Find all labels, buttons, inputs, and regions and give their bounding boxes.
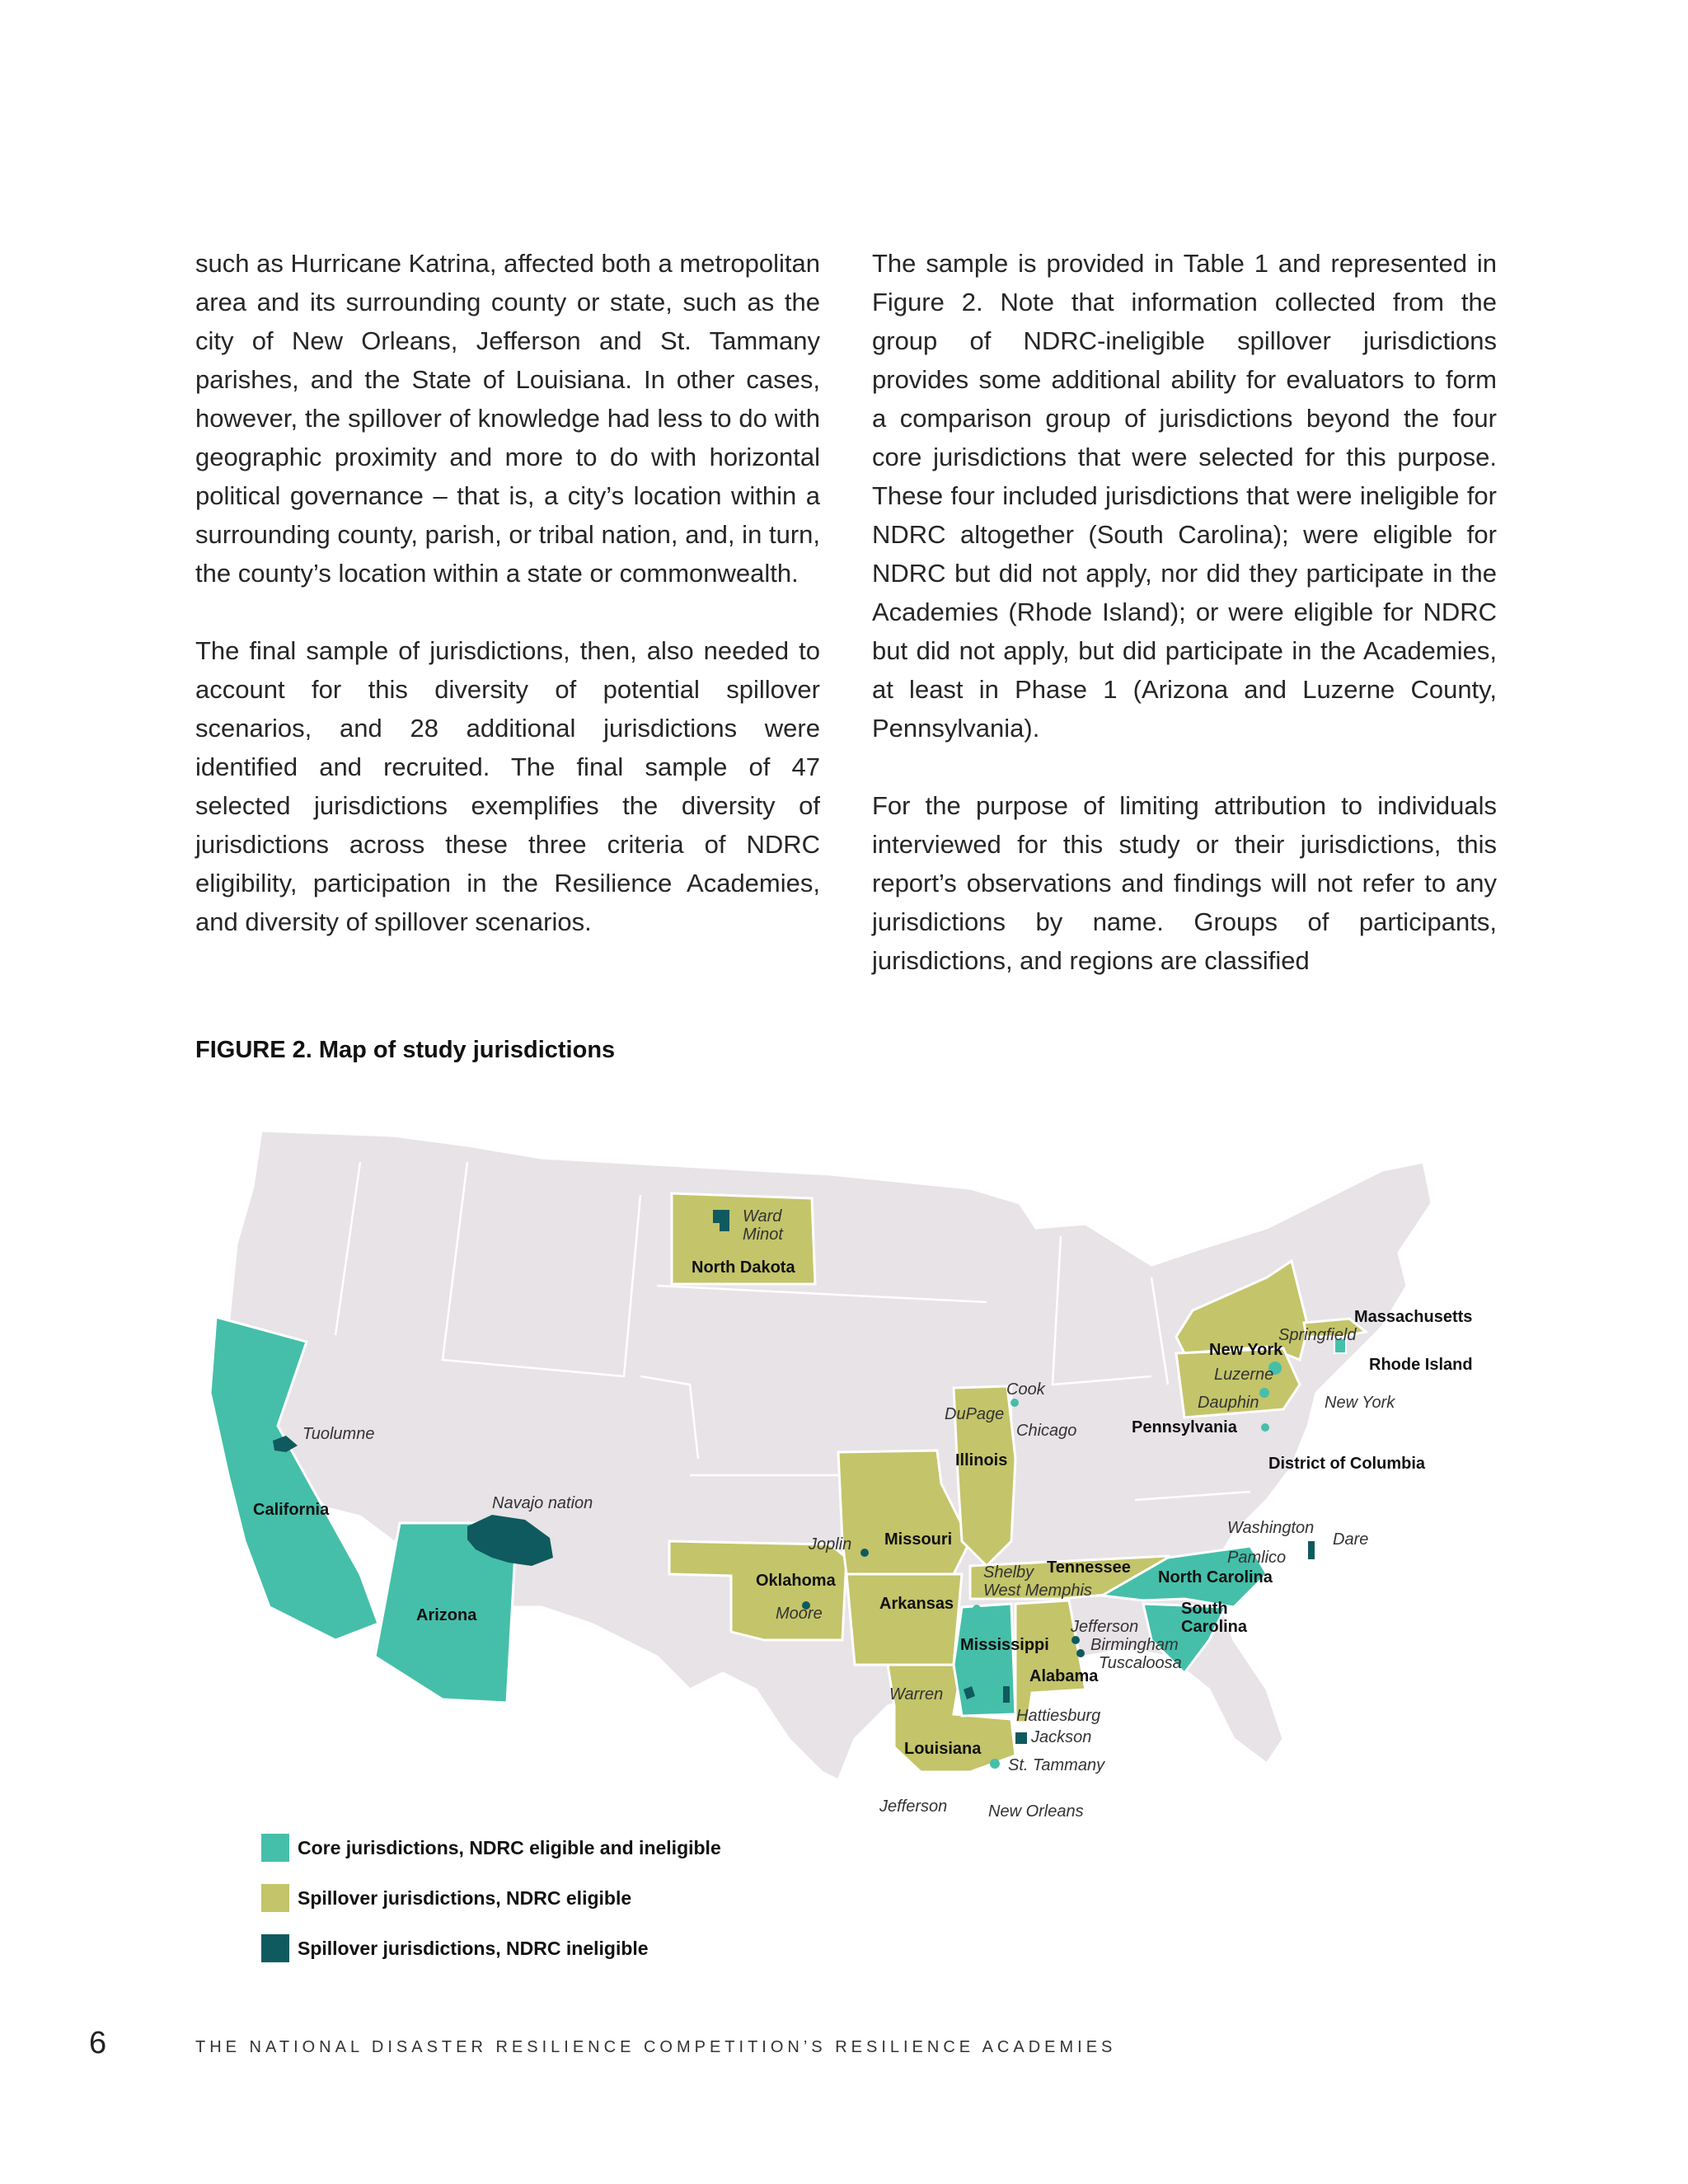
legend-item-core xyxy=(261,1834,721,1862)
legend-label: Core jurisdictions, NDRC eligible and ineligible xyxy=(298,1836,721,1858)
label-oklahoma: Oklahoma xyxy=(756,1572,836,1590)
footer-title: THE NATIONAL DISASTER RESILIENCE COMPETITION’S RESILIENCE ACADEMIES xyxy=(195,2038,1117,2056)
shelby-dot xyxy=(973,1605,981,1613)
paragraph: such as Hurricane Katrina, affected both a metropolitan area and its surrounding county or state, such as the city of New Orleans, Jefferson and St. Tammany parishes, and the State of Louisiana. In other cases, however, the spillover of knowledge had less to do with geographic proximity and more to do with horizontal political governance – that is, a city’s location within a surrounding county, parish, or tribal nation, and, in turn, the county’s location within a state or commonwealth. xyxy=(195,249,820,588)
paragraph: For the purpose of limiting attribution to individuals interviewed for this study or their jurisdictions, this report’s observations and findings will not refer to any jurisdictions by name. Groups of participants, jurisdictions, and regions are classified xyxy=(872,791,1497,975)
legend-swatch-spillover-eligible xyxy=(261,1884,289,1912)
label-pennsylvania: Pennsylvania xyxy=(1132,1418,1237,1436)
label-jackson: Jackson xyxy=(1031,1728,1092,1746)
label-arkansas: Arkansas xyxy=(879,1595,954,1613)
label-warren: Warren xyxy=(889,1685,944,1704)
us-outline xyxy=(228,1131,1432,1780)
label-dupage: DuPage xyxy=(945,1405,1005,1423)
page-number: 6 xyxy=(89,2026,107,2060)
label-missouri: Missouri xyxy=(884,1530,953,1549)
jackson-marker xyxy=(1015,1732,1027,1744)
label-new-york: New York xyxy=(1209,1341,1283,1359)
legend-swatch-spillover-ineligible xyxy=(261,1934,289,1962)
dc-dot xyxy=(1261,1423,1269,1432)
label-california: California xyxy=(253,1501,330,1519)
label-south-carolina-line1: South xyxy=(1181,1600,1228,1618)
label-joplin: Joplin xyxy=(809,1535,852,1554)
legend-item-spillover-ineligible xyxy=(261,1934,649,1962)
label-dauphin: Dauphin xyxy=(1198,1394,1259,1412)
label-dc: District of Columbia xyxy=(1268,1455,1426,1473)
label-tuscaloosa: Tuscaloosa xyxy=(1099,1654,1182,1672)
birmingham-dot xyxy=(1071,1636,1080,1644)
figure-caption: FIGURE 2. Map of study jurisdictions xyxy=(195,1037,616,1063)
legend-item-spillover-eligible xyxy=(261,1884,631,1912)
label-springfield: Springfield xyxy=(1278,1326,1357,1344)
legend-swatch-core xyxy=(261,1834,289,1862)
label-north-carolina: North Carolina xyxy=(1158,1568,1273,1586)
arkansas-state xyxy=(846,1574,962,1665)
label-pamlico: Pamlico xyxy=(1227,1549,1287,1567)
st-tammany-dot xyxy=(990,1759,1000,1769)
dare-marker xyxy=(1308,1541,1315,1559)
label-louisiana: Louisiana xyxy=(904,1740,982,1758)
label-new-orleans: New Orleans xyxy=(988,1802,1084,1821)
paragraph: The final sample of jurisdictions, then, also needed to account for this diversity of potential spillover scenarios, and 28 additional jurisdictions were identified and recruited. The final sample of 47 selected jurisdictions exemplifies the diversity of jurisdictions across these three criteria of NDRC eligibility, participation in the Resilience Academies, and diversity of spillover scenarios. xyxy=(195,636,820,936)
hattiesburg-marker xyxy=(1003,1686,1010,1703)
label-illinois: Illinois xyxy=(955,1451,1008,1469)
label-tennessee: Tennessee xyxy=(1047,1558,1131,1577)
label-moore: Moore xyxy=(776,1605,823,1623)
label-jefferson-al: Jefferson xyxy=(1071,1618,1139,1636)
label-washington: Washington xyxy=(1227,1519,1315,1537)
legend-label: Spillover jurisdictions, NDRC ineligible xyxy=(298,1937,649,1959)
label-massachusetts: Massachusetts xyxy=(1354,1308,1473,1326)
us-map xyxy=(195,1113,1514,1887)
label-luzerne: Luzerne xyxy=(1214,1366,1274,1384)
label-west-memphis: West Memphis xyxy=(983,1582,1092,1600)
label-st-tammany: St. Tammany xyxy=(1008,1756,1105,1774)
label-rhode-island: Rhode Island xyxy=(1369,1356,1473,1374)
dauphin-marker xyxy=(1259,1388,1269,1398)
label-tuolumne: Tuolumne xyxy=(302,1425,375,1443)
body-column-right xyxy=(872,244,1497,1019)
label-shelby: Shelby xyxy=(983,1563,1034,1582)
tuscaloosa-dot xyxy=(1076,1649,1085,1657)
label-minot: Minot xyxy=(743,1226,783,1244)
label-arizona: Arizona xyxy=(416,1606,477,1624)
label-alabama: Alabama xyxy=(1029,1667,1099,1685)
label-chicago: Chicago xyxy=(1016,1422,1077,1440)
label-navajo: Navajo nation xyxy=(492,1494,593,1512)
label-new-york-city: New York xyxy=(1325,1394,1395,1412)
joplin-dot xyxy=(860,1549,869,1557)
label-cook: Cook xyxy=(1006,1380,1045,1399)
label-dare: Dare xyxy=(1333,1530,1369,1549)
paragraph: The sample is provided in Table 1 and represented in Figure 2. Note that information collected from the group of NDRC-ineligible spillover jurisdictions provides some additional ability for evaluators to form a comparison group of jurisdictions beyond the four core jurisdictions that were selected for this purpose. These four included jurisdictions that were ineligible for NDRC altogether (South Carolina); were eligible for NDRC but did not apply, nor did they participate in the Academies (Rhode Island); or were eligible for NDRC but did not apply, but did participate in the Academies, at least in Phase 1 (Arizona and Luzerne County, Pennsylvania). xyxy=(872,249,1497,743)
legend-label: Spillover jurisdictions, NDRC eligible xyxy=(298,1886,632,1909)
label-north-dakota: North Dakota xyxy=(692,1258,795,1277)
body-column-left xyxy=(195,244,820,980)
label-jefferson-la: Jefferson xyxy=(879,1797,948,1816)
label-mississippi: Mississippi xyxy=(960,1636,1049,1654)
label-south-carolina-line2: Carolina xyxy=(1181,1618,1248,1636)
cook-dot xyxy=(1010,1399,1019,1407)
label-birmingham: Birmingham xyxy=(1090,1636,1179,1654)
label-hattiesburg: Hattiesburg xyxy=(1016,1707,1101,1725)
label-ward: Ward xyxy=(743,1207,782,1226)
